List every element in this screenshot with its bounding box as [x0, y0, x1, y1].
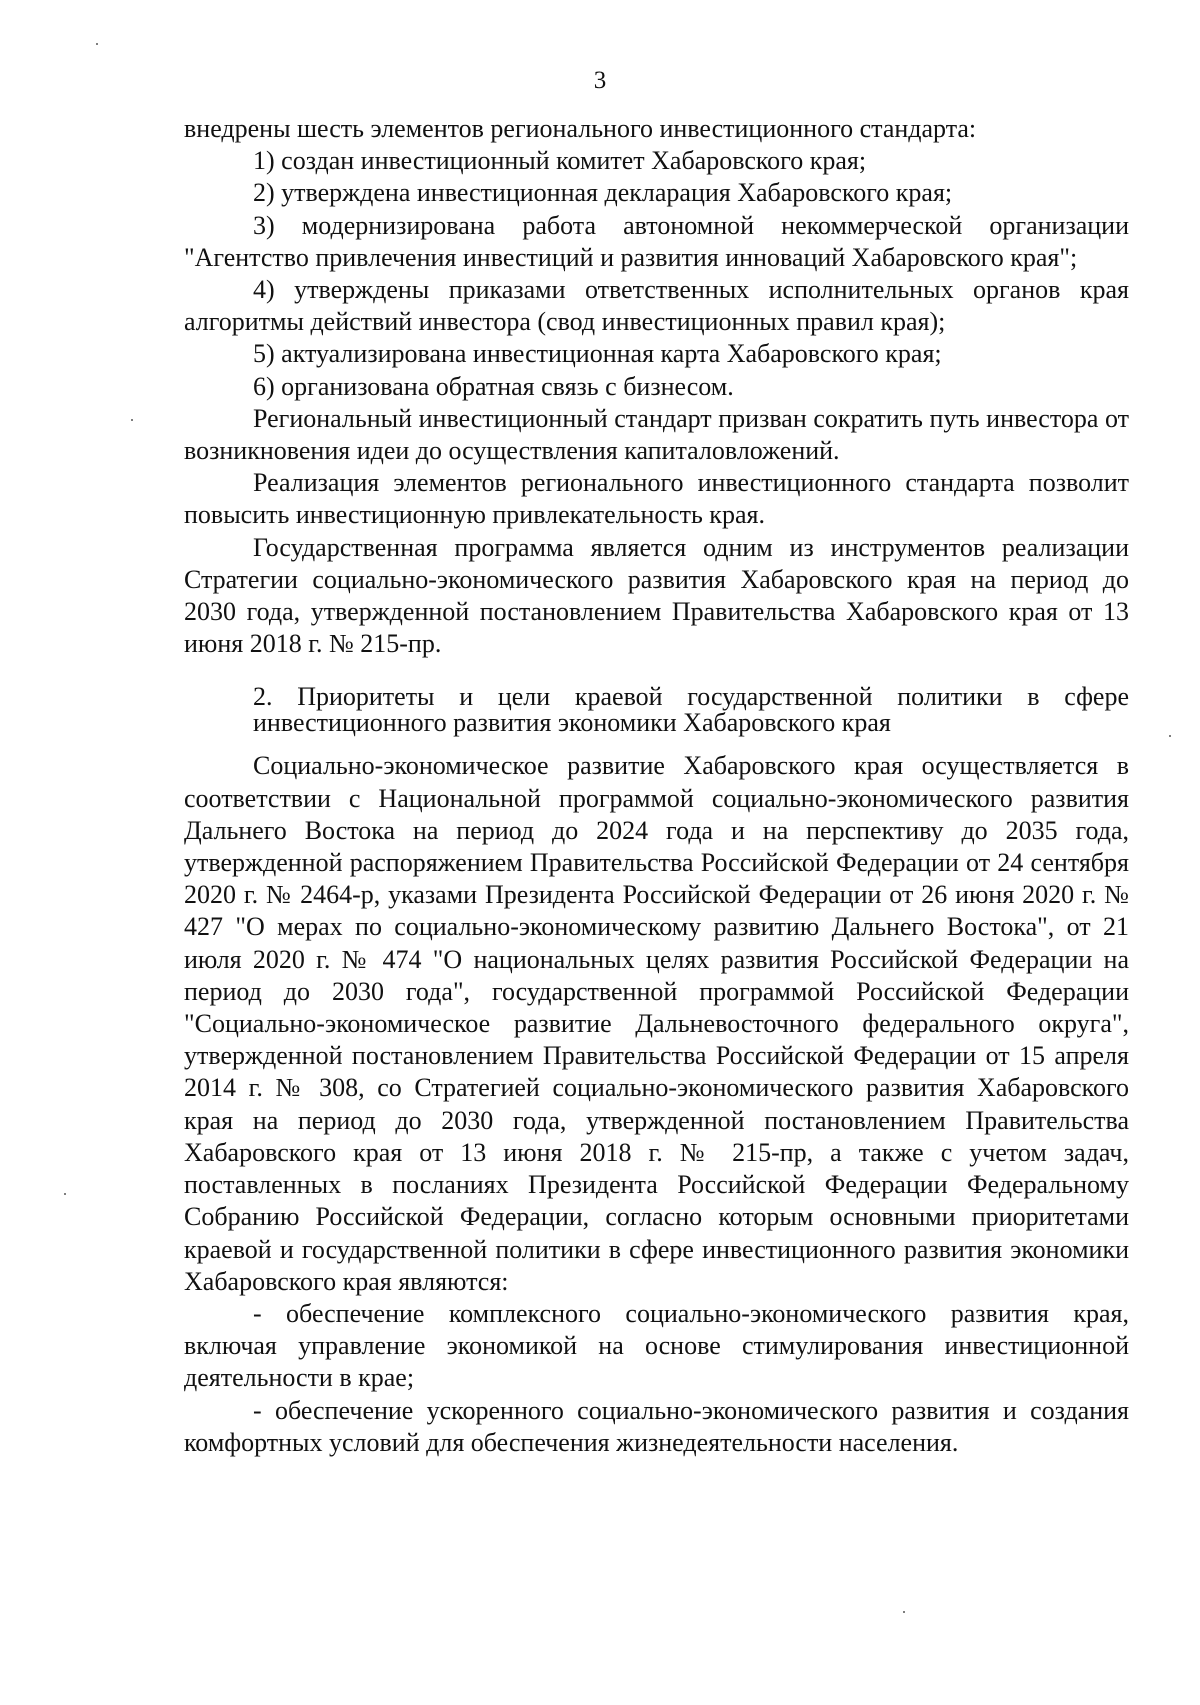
section-heading: 2. Приоритеты и цели краевой государственной политики в сфере инвестиционного развития экономики Хабаровского края	[253, 682, 1129, 738]
scan-speck	[903, 1611, 905, 1613]
list-item: 6) организована обратная связь с бизнесом.	[253, 371, 734, 401]
paragraph: Государственная программа является одним из инструментов реализации Стратегии социально-экономического развития Хабаровского края на период до 2030 года, утвержденной постановлением Правительства Хабаровского края от 13 июня 2018 г. № 215-пр.	[184, 532, 1129, 659]
list-item: 5) актуализирована инвестиционная карта Хабаровского края;	[253, 339, 942, 369]
scan-speck	[131, 419, 133, 421]
list-item: 4) утверждены приказами ответственных исполнительных органов края алгоритмы действий инвестора (свод инвестиционных правил края);	[184, 275, 1129, 337]
list-item: 3) модернизирована работа автономной некоммерческой организации "Агентство привлечения инвестиций и развития инноваций Хабаровского края";	[184, 210, 1129, 272]
paragraph: Социально-экономическое развитие Хабаровского края осуществляется в соответствии с Национальной программой социально-экономического развития Дальнего Востока на период до 2024 года и на перспективу до 2035 года, утвержденной распоряжением Правительства Российской Федерации от 24 сентября 2020 г. № 2464-р, указами Президента Российской Федерации от 26 июня 2020 г. № 427 "О мерах по социально-экономическому развитию Дальнего Востока", от 21 июля 2020 г. № 474 "О национальных целях развития Российской Федерации на период до 2030 года", государственной программой Российской Федерации "Социально-экономическое развитие Дальневосточного федерального округа", утвержденной постановлением Правительства Российской Федерации от 15 апреля 2014 г. № 308, со Стратегией социально-экономического развития Хабаровского края на период до 2030 года, утвержденной постановлением Правительства Хабаровского края от 13 июня 2018 г. № 215-пр, а также с учетом задач, поставленных в посланиях Президента Российской Федерации Федеральному Собранию Российской Федерации, согласно которым основными приоритетами краевой и государственной политики в сфере инвестиционного развития экономики Хабаровского края являются:	[184, 751, 1129, 1296]
list-item: - обеспечение ускоренного социально-экономического развития и создания комфортных условий для обеспечения жизнедеятельности населения.	[184, 1395, 1129, 1457]
list-item: 1) создан инвестиционный комитет Хабаровского края;	[253, 146, 867, 176]
page-number: 3	[593, 67, 607, 94]
document-body	[184, 113, 1129, 1459]
list-item: - обеспечение комплексного социально-экономического развития края, включая управление экономикой на основе стимулирования инвестиционной деятельности в крае;	[184, 1298, 1129, 1393]
scan-speck	[64, 1193, 66, 1195]
paragraph: внедрены шесть элементов регионального инвестиционного стандарта:	[184, 114, 977, 143]
scan-speck	[96, 43, 98, 45]
list-item: 2) утверждена инвестиционная декларация Хабаровского края;	[253, 178, 953, 208]
scan-speck	[1169, 735, 1171, 737]
paragraph: Реализация элементов регионального инвестиционного стандарта позволит повысить инвестиционную привлекательность края.	[184, 468, 1129, 530]
paragraph: Региональный инвестиционный стандарт призван сократить путь инвестора от возникновения идеи до осуществления капиталовложений.	[184, 403, 1129, 466]
section-heading-block	[184, 684, 1129, 736]
